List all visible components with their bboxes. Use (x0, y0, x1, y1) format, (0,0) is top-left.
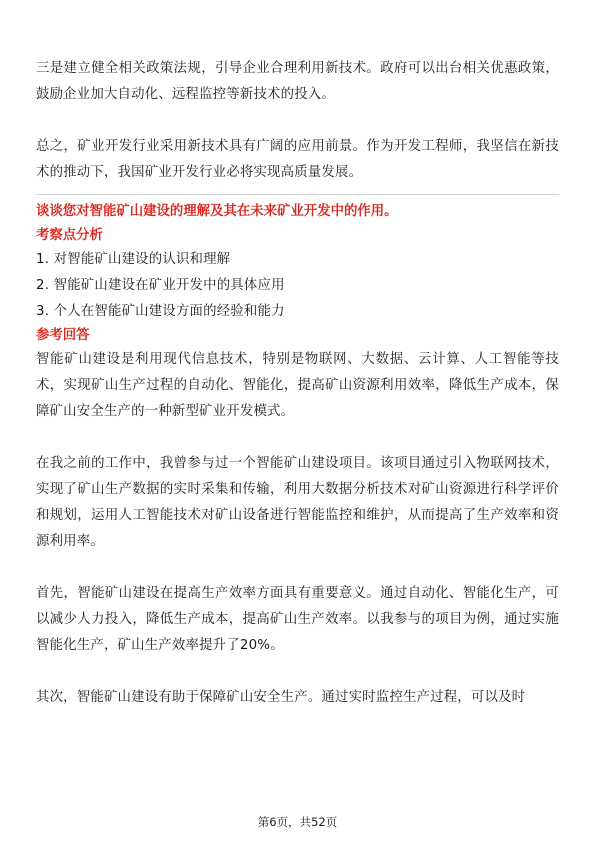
intro-paragraph-1: 三是建立健全相关政策法规，引导企业合理利用新技术。政府可以出台相关优惠政策，鼓励企业加大自动化、远程监控等新技术的投入。 (36, 61, 559, 102)
paragraph-gap (36, 108, 559, 134)
analysis-list (36, 247, 559, 325)
section-divider (36, 194, 559, 195)
paragraph-gap (36, 659, 559, 685)
answer-paragraph-2: 在我之前的工作中，我曾参与过一个智能矿山建设项目。该项目通过引入物联网技术，实现了矿山生产数据的实时采集和传输，利用大数据分析技术对矿山资源进行科学评价和规划，运用人工智能技术对矿山设备进行智能监控和维护，从而提高了生产效率和资源利用率。 (36, 456, 559, 549)
paragraph-gap (36, 425, 559, 451)
analysis-heading: 考察点分析 (36, 228, 103, 243)
question-title: 谈谈您对智能矿山建设的理解及其在未来矿业开发中的作用。 (36, 204, 398, 219)
answer-paragraph-1: 智能矿山建设是利用现代信息技术，特别是物联网、大数据、云计算、人工智能等技术，实现矿山生产过程的自动化、智能化，提高矿山资源利用效率，降低生产成本，保障矿山安全生产的一种新型矿业开发模式。 (36, 352, 559, 419)
list-item: 2. 智能矿山建设在矿业开发中的具体应用 (36, 278, 285, 293)
answer-heading: 参考回答 (36, 328, 90, 343)
paragraph-gap (36, 555, 559, 581)
answer-paragraph-4: 其次，智能矿山建设有助于保障矿山安全生产。通过实时监控生产过程，可以及时 (36, 690, 526, 705)
list-item: 1. 对智能矿山建设的认识和理解 (36, 252, 231, 267)
answer-paragraph-3: 首先，智能矿山建设在提高生产效率方面具有重要意义。通过自动化、智能化生产，可以减少人力投入，降低生产成本，提高矿山生产效率。以我参与的项目为例，通过实施智能化生产，矿山生产效率提升了20%。 (36, 586, 559, 653)
list-item: 3. 个人在智能矿山建设方面的经验和能力 (36, 304, 285, 319)
document-body (36, 56, 559, 711)
intro-paragraph-2: 总之，矿业开发行业采用新技术具有广阔的应用前景。作为开发工程师，我坚信在新技术的推动下，我国矿业开发行业必将实现高质量发展。 (36, 139, 559, 180)
page-number: 第6页，共52页 (257, 815, 338, 829)
